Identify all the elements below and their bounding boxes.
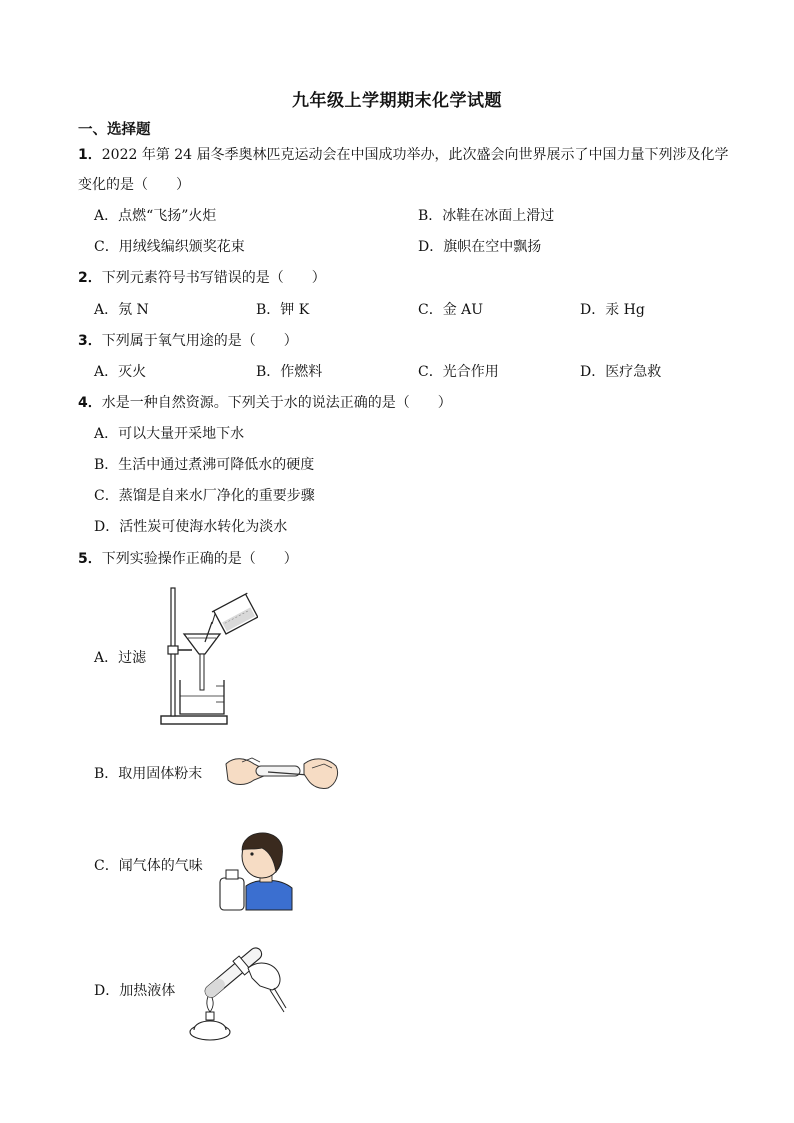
page-title: 九年级上学期期末化学试题 <box>292 91 502 111</box>
option-3b[interactable]: B．作燃料 <box>256 364 323 380</box>
option-2d[interactable]: D．汞 Hg <box>580 302 645 318</box>
option-4b[interactable]: B．生活中通过煮沸可降低水的硬度 <box>94 457 315 473</box>
option-1b[interactable]: B．冰鞋在冰面上滑过 <box>418 208 555 224</box>
solid-powder-image <box>224 750 342 794</box>
option-3a[interactable]: A．灭火 <box>94 364 147 380</box>
option-5d[interactable]: D．加热液体 <box>94 983 176 999</box>
question-number: 3． <box>78 333 102 349</box>
section-heading: 一、选择题 <box>78 122 151 138</box>
option-3d[interactable]: D．医疗急救 <box>580 364 662 380</box>
option-2c[interactable]: C．金 AU <box>418 302 484 318</box>
question-number: 4． <box>78 395 102 411</box>
filtration-apparatus-image <box>158 586 258 728</box>
heating-liquid-image <box>186 944 288 1044</box>
option-1a[interactable]: A．点燃“飞扬”火炬 <box>94 208 217 224</box>
option-4c[interactable]: C．蒸馏是自来水厂净化的重要步骤 <box>94 488 315 504</box>
question-3 <box>78 332 298 350</box>
option-3c[interactable]: C．光合作用 <box>418 364 499 380</box>
question-text: 下列实验操作正确的是（ ） <box>101 551 298 567</box>
question-number: 5． <box>78 551 102 567</box>
question-text: 2022 年第 24 届冬季奥林匹克运动会在中国成功举办，此次盛会向世界展示了中国力量下列涉及化学 <box>101 147 729 163</box>
question-number: 1． <box>78 147 102 163</box>
question-5 <box>78 550 298 568</box>
question-text: 下列元素符号书写错误的是（ ） <box>101 270 326 286</box>
option-2a[interactable]: A．氖 N <box>94 302 149 318</box>
question-text: 下列属于氧气用途的是（ ） <box>101 333 298 349</box>
question-4 <box>78 394 452 412</box>
option-1c[interactable]: C．用绒线编织颁奖花束 <box>94 239 245 255</box>
smelling-gas-image <box>216 822 296 914</box>
option-5a[interactable]: A．过滤 <box>94 650 147 666</box>
option-2b[interactable]: B．钾 K <box>256 302 310 318</box>
question-1 <box>78 146 729 164</box>
option-5b[interactable]: B．取用固体粉末 <box>94 766 203 782</box>
question-2 <box>78 269 326 287</box>
question-1-continuation: 变化的是（ ） <box>78 177 190 193</box>
question-text: 水是一种自然资源。下列关于水的说法正确的是（ ） <box>101 395 452 411</box>
option-4a[interactable]: A．可以大量开采地下水 <box>94 426 245 442</box>
option-4d[interactable]: D．活性炭可使海水转化为淡水 <box>94 519 288 535</box>
question-number: 2． <box>78 270 102 286</box>
option-1d[interactable]: D．旗帜在空中飘扬 <box>418 239 542 255</box>
option-5c[interactable]: C．闻气体的气味 <box>94 858 203 874</box>
